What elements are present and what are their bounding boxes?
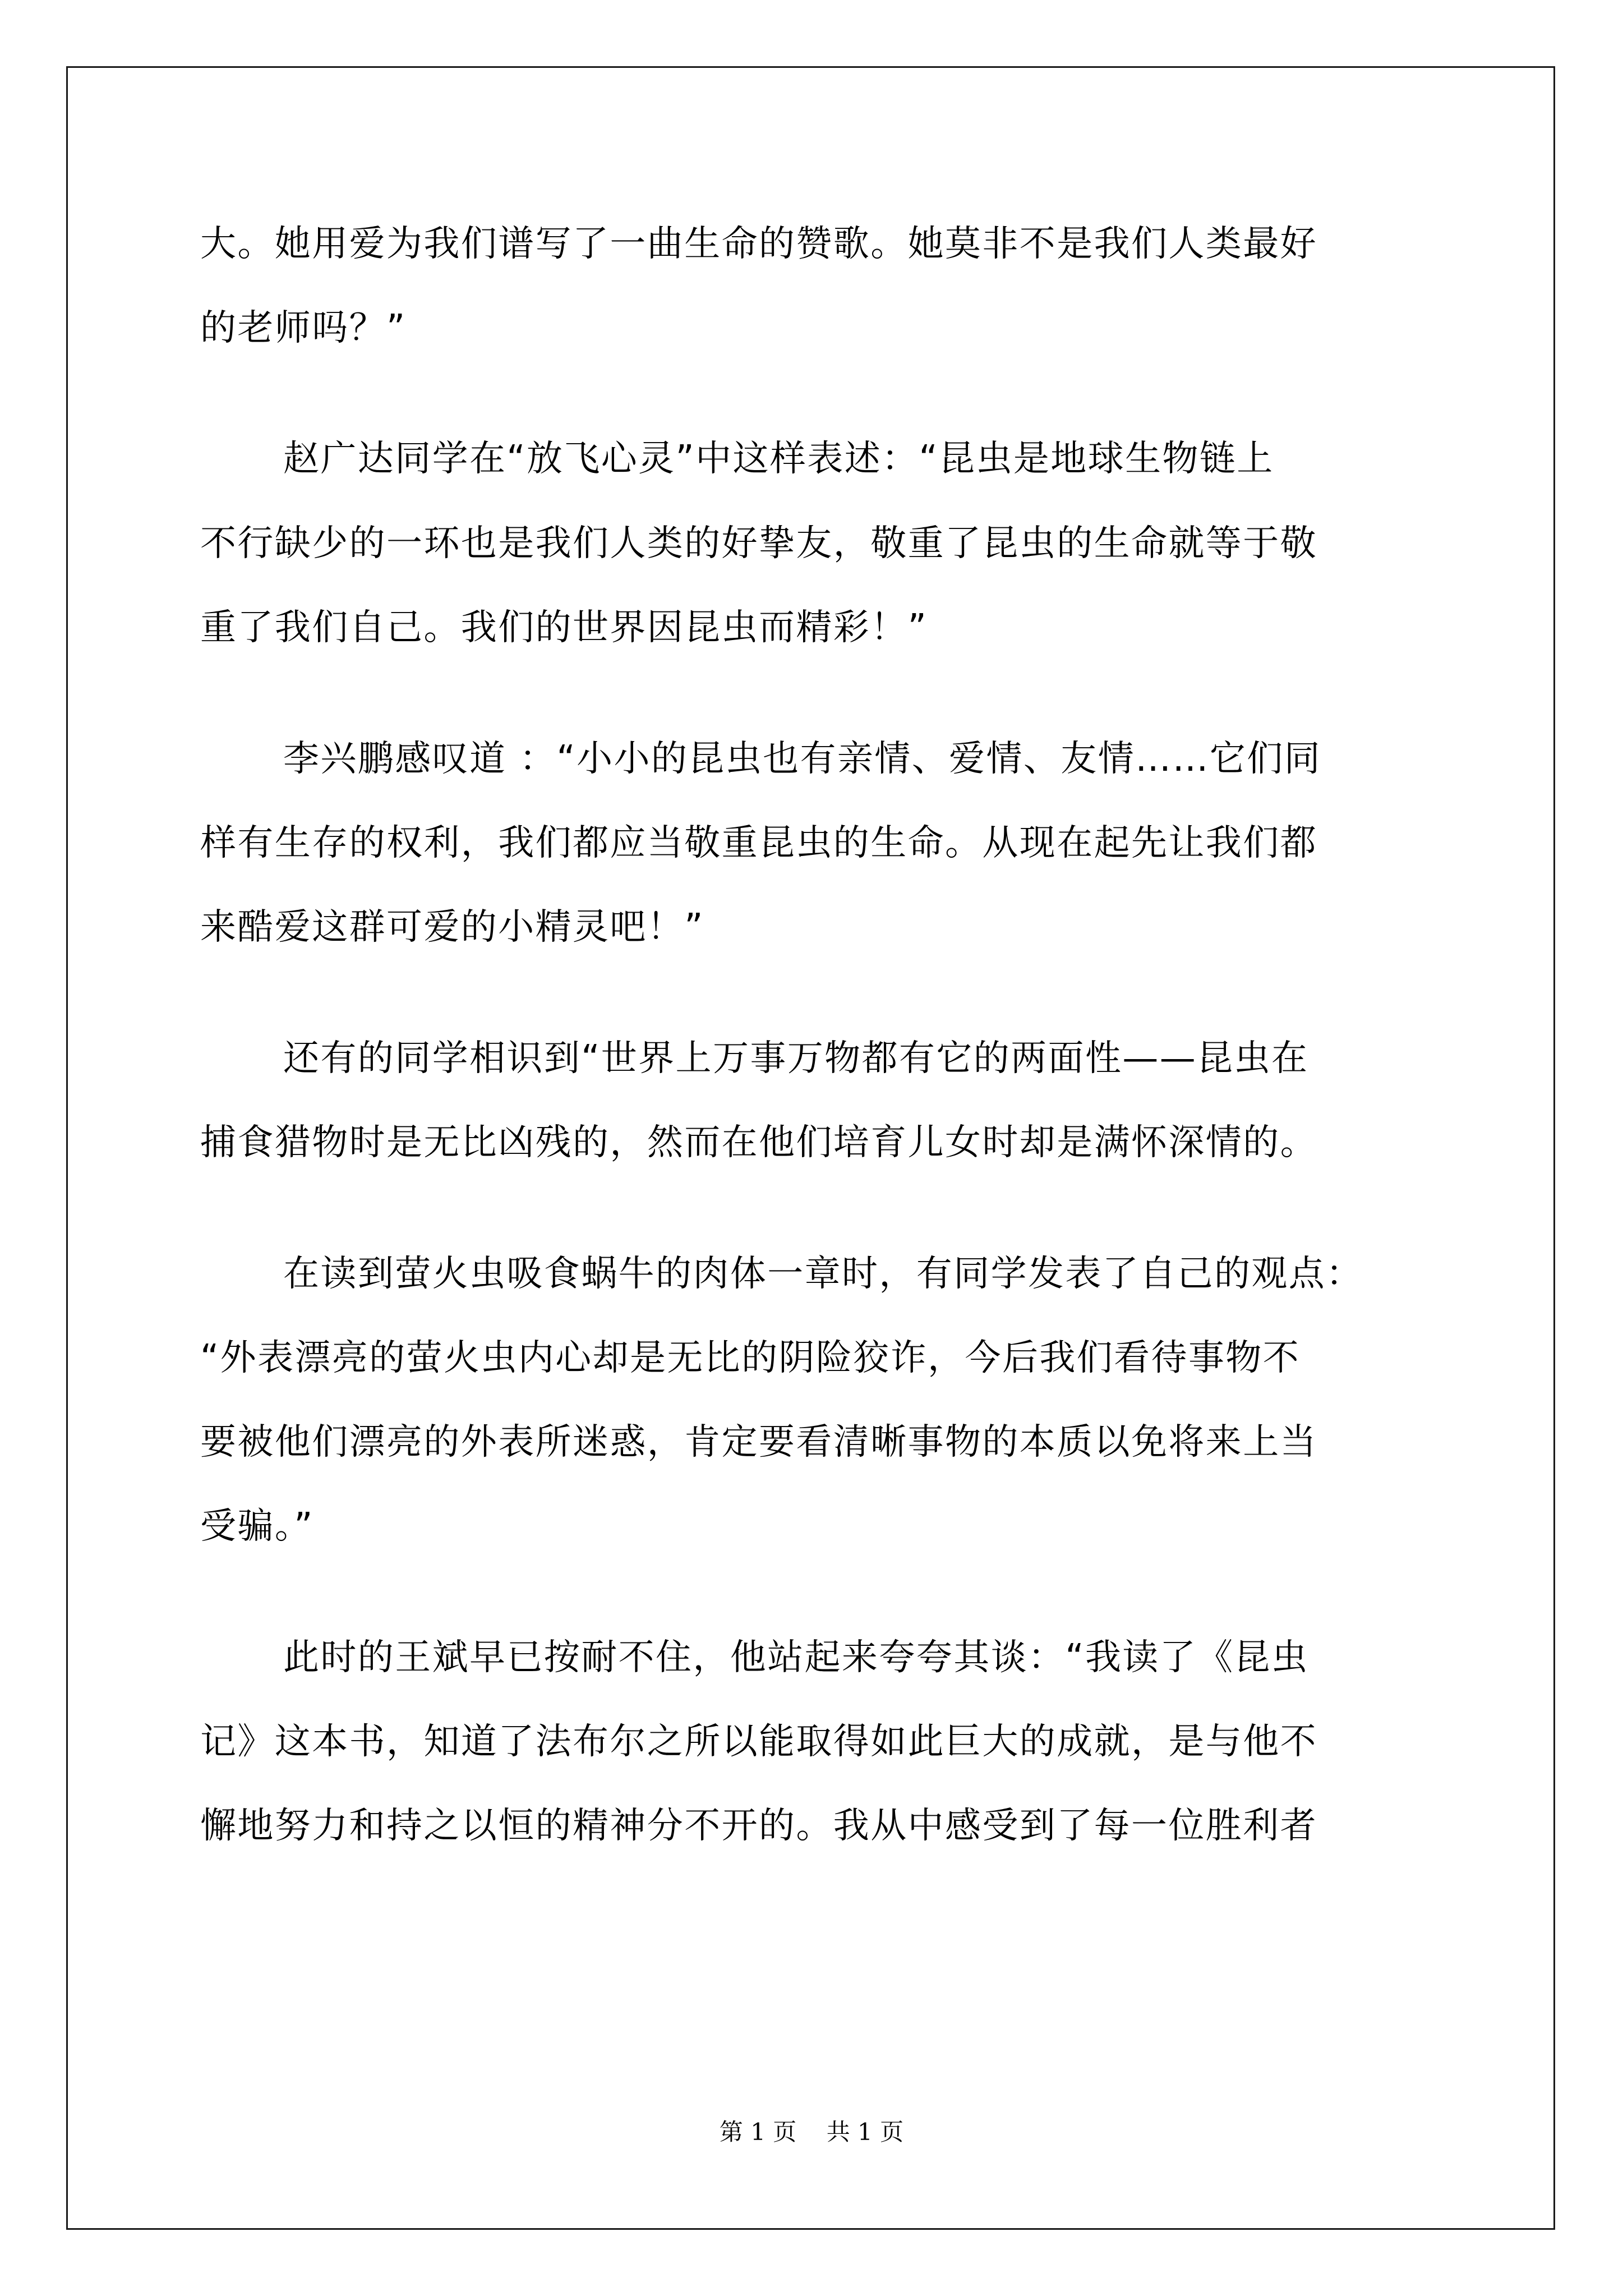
paragraph-line: 的老师吗？”	[200, 307, 407, 349]
paragraph-line: 懈地努力和持之以恒的精神分不开的。我从中感受到了每一位胜利者	[200, 1805, 1317, 1847]
paragraph-line: “外表漂亮的萤火虫内心却是无比的阴险狡诈，今后我们看待事物不	[200, 1337, 1301, 1379]
paragraph-line: 李兴鹏感叹道 ：“小小的昆虫也有亲情、爱情、友情……它们同	[283, 738, 1322, 780]
paragraph-line: 受骗。”	[200, 1506, 314, 1547]
paragraph-line: 记》这本书，知道了法布尔之所以能取得如此巨大的成就，是与他不	[200, 1721, 1317, 1763]
page-number-footer: 第 1 页 共 1 页	[719, 2118, 904, 2146]
paragraph-line: 来酷爱这群可爱的小精灵吧！”	[200, 907, 704, 948]
paragraph-line: 重了我们自己。我们的世界因昆虫而精彩！”	[200, 607, 928, 648]
paragraph-line: 不行缺少的一环也是我们人类的好挚友，敬重了昆虫的生命就等于敬	[200, 523, 1317, 564]
paragraph-line: 捕食猎物时是无比凶残的，然而在他们培育儿女时却是满怀深情的。	[200, 1122, 1317, 1163]
paragraph-line: 在读到萤火虫吸食蜗牛的肉体一章时，有同学发表了自己的观点：	[283, 1253, 1363, 1295]
paragraph-line: 样有生存的权利，我们都应当敬重昆虫的生命。从现在起先让我们都	[200, 822, 1317, 864]
paragraph-line: 此时的王斌早已按耐不住，他站起来夸夸其谈：“我读了《昆虫	[283, 1637, 1309, 1678]
paragraph-line: 大。她用爱为我们谱写了一曲生命的赞歌。她莫非不是我们人类最好	[200, 223, 1317, 265]
paragraph-line: 赵广达同学在“放飞心灵”中这样表述：“昆虫是地球生物链上	[283, 438, 1274, 480]
paragraph-line: 还有的同学相识到“世界上万事万物都有它的两面性——昆虫在	[283, 1038, 1309, 1079]
paragraph-line: 要被他们漂亮的外表所迷惑，肯定要看清晰事物的本质以免将来上当	[200, 1421, 1317, 1463]
